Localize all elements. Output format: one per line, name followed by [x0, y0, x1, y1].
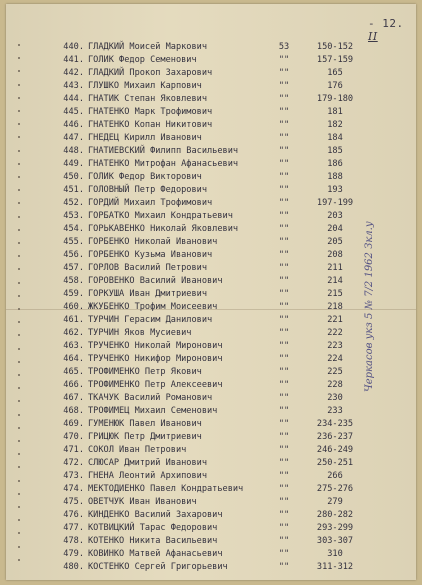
- ditto-mark: "": [278, 263, 290, 273]
- list-row: [6, 40, 416, 54]
- list-row: [6, 183, 416, 197]
- list-row: [6, 157, 416, 171]
- page-range: 150-152: [316, 42, 354, 52]
- list-row: [6, 508, 416, 522]
- row-number: 461.: [63, 315, 84, 325]
- row-number: 446.: [63, 120, 84, 130]
- person-name: ГНАТЕНКО Копан Никитович: [88, 120, 213, 130]
- page-range: 215: [327, 289, 343, 299]
- page-range: 293-299: [316, 523, 354, 533]
- page-range: 211: [327, 263, 343, 273]
- ditto-mark: "": [278, 328, 290, 338]
- list-row: [6, 456, 416, 470]
- person-name: ГОРЛОВ Василий Петрович: [88, 263, 207, 273]
- handwritten-margin-note: Черкасов укз 5 № 7/2 1962 Зкл.у: [364, 221, 375, 392]
- page-number-handwritten: II: [368, 30, 378, 43]
- ditto-mark: "": [278, 536, 290, 546]
- row-number: 459.: [63, 289, 84, 299]
- row-number: 440.: [63, 42, 84, 52]
- ditto-mark: "": [278, 523, 290, 533]
- row-number: 448.: [63, 146, 84, 156]
- person-name: ТРУЧЕНКО Никифор Миронович: [88, 354, 223, 364]
- list-row: [6, 378, 416, 392]
- list-row: [6, 352, 416, 366]
- list-row: [6, 534, 416, 548]
- list-row: [6, 131, 416, 145]
- page-range: 250-251: [316, 458, 354, 468]
- row-number: 474.: [63, 484, 84, 494]
- list-row: [6, 118, 416, 132]
- list-row: [6, 196, 416, 210]
- page-range: 165: [327, 68, 343, 78]
- person-name: ГЛАДКИЙ Прокоп Захарович: [88, 68, 213, 78]
- row-number: 456.: [63, 250, 84, 260]
- page-range: 224: [327, 354, 343, 364]
- list-row: [6, 144, 416, 158]
- ditto-mark: "": [278, 81, 290, 91]
- person-name: ТРОФИМЕЦ Михаил Семенович: [88, 406, 218, 416]
- row-number: 479.: [63, 549, 84, 559]
- person-name: КОВИНКО Матвей Афанасьевич: [88, 549, 223, 559]
- page-range: 311-312: [316, 562, 354, 572]
- list-row: [6, 560, 416, 574]
- person-name: ТУРЧИН Яков Мусиевич: [88, 328, 192, 338]
- row-number: 442.: [63, 68, 84, 78]
- ditto-mark: "": [278, 198, 290, 208]
- person-name: СОКОЛ Иван Петрович: [88, 445, 187, 455]
- ditto-mark: "": [278, 185, 290, 195]
- ditto-mark: "": [278, 458, 290, 468]
- ditto-mark: "": [278, 289, 290, 299]
- person-name: ГОРКУША Иван Дмитриевич: [88, 289, 207, 299]
- row-number: 452.: [63, 198, 84, 208]
- person-name: ГОРБЕНКО Николай Иванович: [88, 237, 218, 247]
- row-number: 463.: [63, 341, 84, 351]
- row-number: 468.: [63, 406, 84, 416]
- list-row: [6, 547, 416, 561]
- list-row: [6, 222, 416, 236]
- row-number: 470.: [63, 432, 84, 442]
- page-range: 179-180: [316, 94, 354, 104]
- person-name: ГОРОВЕНКО Василий Иванович: [88, 276, 223, 286]
- list-row: [6, 287, 416, 301]
- row-number: 465.: [63, 367, 84, 377]
- page-range: 310: [327, 549, 343, 559]
- list-row: [6, 92, 416, 106]
- person-name: ГЛУШКО Михаил Карпович: [88, 81, 202, 91]
- person-name: ГЛАДКИЙ Моисей Маркович: [88, 42, 207, 52]
- list-row: [6, 469, 416, 483]
- page-range: 234-235: [316, 419, 354, 429]
- page-range: 185: [327, 146, 343, 156]
- ditto-mark: "": [278, 380, 290, 390]
- row-number: 472.: [63, 458, 84, 468]
- person-name: ТКАЧУК Василий Романович: [88, 393, 213, 403]
- row-number: 476.: [63, 510, 84, 520]
- list-row: [6, 79, 416, 93]
- person-name: ТРОФИМЕНКО Петр Якович: [88, 367, 202, 377]
- ditto-mark: "": [278, 445, 290, 455]
- person-name: ГНАТЕНКО Митрофан Афанасьевич: [88, 159, 239, 169]
- person-name: ГОРЬКАВЕНКО Николай Яковлевич: [88, 224, 239, 234]
- person-name: ГОРБЕНКО Кузьма Иванович: [88, 250, 213, 260]
- person-name: ТРОФИМЕНКО Петр Алексеевич: [88, 380, 223, 390]
- page-range: 176: [327, 81, 343, 91]
- page-range: 186: [327, 159, 343, 169]
- list-row: [6, 235, 416, 249]
- person-name: КИНДЕНКО Василий Захарович: [88, 510, 223, 520]
- row-number: 466.: [63, 380, 84, 390]
- ditto-mark: "": [278, 419, 290, 429]
- ditto-mark: "": [278, 211, 290, 221]
- person-name: ГРИЦЮК Петр Дмитриевич: [88, 432, 202, 442]
- page-range: 221: [327, 315, 343, 325]
- row-number: 455.: [63, 237, 84, 247]
- list-row: [6, 209, 416, 223]
- list-row: [6, 66, 416, 80]
- page-range: 184: [327, 133, 343, 143]
- person-name: ГНАТЕНКО Марк Трофимович: [88, 107, 213, 117]
- person-name: СЛЮСАР Дмитрий Иванович: [88, 458, 207, 468]
- list-row: [6, 274, 416, 288]
- row-number: 450.: [63, 172, 84, 182]
- ditto-mark: "": [278, 94, 290, 104]
- page-range: 204: [327, 224, 343, 234]
- person-name: ТУРЧИН Герасим Данилович: [88, 315, 213, 325]
- page-range: 303-307: [316, 536, 354, 546]
- person-name: ОВЕТЧУК Иван Иванович: [88, 497, 197, 507]
- ditto-mark: "": [278, 471, 290, 481]
- list-row: [6, 300, 416, 314]
- page-range: 228: [327, 380, 343, 390]
- ditto-mark: "": [278, 133, 290, 143]
- list-row: [6, 313, 416, 327]
- page-range: 157-159: [316, 55, 354, 65]
- page-range: 230: [327, 393, 343, 403]
- person-name: ГОЛОВНЫЙ Петр Федорович: [88, 185, 207, 195]
- person-name: ГОЛИК Федор Семенович: [88, 55, 197, 65]
- row-number: 441.: [63, 55, 84, 65]
- row-number: 471.: [63, 445, 84, 455]
- page-range: 246-249: [316, 445, 354, 455]
- ditto-mark: "": [278, 354, 290, 364]
- ditto-mark: "": [278, 406, 290, 416]
- page-range: 236-237: [316, 432, 354, 442]
- row-number: 475.: [63, 497, 84, 507]
- row-number: 445.: [63, 107, 84, 117]
- ditto-mark: "": [278, 146, 290, 156]
- row-number: 473.: [63, 471, 84, 481]
- row-number: 480.: [63, 562, 84, 572]
- ditto-mark: "": [278, 367, 290, 377]
- ditto-mark: "": [278, 172, 290, 182]
- person-name: ЖКУБЕНКО Трофим Моисеевич: [88, 302, 218, 312]
- page-range: 233: [327, 406, 343, 416]
- list-row: [6, 105, 416, 119]
- row-number: 453.: [63, 211, 84, 221]
- list-row: [6, 53, 416, 67]
- person-name: ГУМЕНЮК Павел Иванович: [88, 419, 202, 429]
- row-number: 460.: [63, 302, 84, 312]
- ditto-mark: "": [278, 315, 290, 325]
- ditto-mark: "": [278, 237, 290, 247]
- page-range: 182: [327, 120, 343, 130]
- ditto-mark: "": [278, 250, 290, 260]
- page-range: 205: [327, 237, 343, 247]
- ditto-mark: 53: [278, 42, 290, 52]
- person-name: ГНАТИК Степан Яковлевич: [88, 94, 207, 104]
- row-number: 451.: [63, 185, 84, 195]
- ditto-mark: "": [278, 68, 290, 78]
- row-number: 444.: [63, 94, 84, 104]
- list-row: [6, 261, 416, 275]
- list-row: [6, 339, 416, 353]
- ditto-mark: "": [278, 510, 290, 520]
- list-row: [6, 170, 416, 184]
- list-row: [6, 521, 416, 535]
- page-range: 279: [327, 497, 343, 507]
- ditto-mark: "": [278, 120, 290, 130]
- page-range: 188: [327, 172, 343, 182]
- ditto-mark: "": [278, 562, 290, 572]
- ditto-mark: "": [278, 224, 290, 234]
- page-range: 214: [327, 276, 343, 286]
- row-number: 454.: [63, 224, 84, 234]
- person-name: КОТВИЦКИЙ Тарас Федорович: [88, 523, 218, 533]
- list-row: [6, 326, 416, 340]
- page-range: 193: [327, 185, 343, 195]
- page-range: 266: [327, 471, 343, 481]
- person-name: ГНЕДЕЦ Кирилл Иванович: [88, 133, 202, 143]
- row-number: 447.: [63, 133, 84, 143]
- row-number: 443.: [63, 81, 84, 91]
- person-name: ГОЛИК Федор Викторович: [88, 172, 202, 182]
- page-range: 208: [327, 250, 343, 260]
- ditto-mark: "": [278, 302, 290, 312]
- ditto-mark: "": [278, 432, 290, 442]
- list-row: [6, 365, 416, 379]
- list-row: [6, 404, 416, 418]
- person-name: КОСТЕНКО Сергей Григорьевич: [88, 562, 228, 572]
- list-row: [6, 430, 416, 444]
- ditto-mark: "": [278, 341, 290, 351]
- person-name: ГОРДИЙ Михаил Трофимович: [88, 198, 213, 208]
- archive-page: [6, 4, 416, 580]
- person-name: ТРУЧЕНКО Николай Миронович: [88, 341, 223, 351]
- row-number: 478.: [63, 536, 84, 546]
- ditto-mark: "": [278, 159, 290, 169]
- ditto-mark: "": [278, 55, 290, 65]
- ditto-mark: "": [278, 276, 290, 286]
- page-range: 222: [327, 328, 343, 338]
- person-name: ГНЕНА Леонтий Архипович: [88, 471, 207, 481]
- row-number: 467.: [63, 393, 84, 403]
- list-row: [6, 417, 416, 431]
- ditto-mark: "": [278, 497, 290, 507]
- person-name: ГОРБАТКО Михаил Кондратьевич: [88, 211, 233, 221]
- ditto-mark: "": [278, 107, 290, 117]
- page-range: 181: [327, 107, 343, 117]
- person-name: МЕКТОДИЕНКО Павел Кондратьевич: [88, 484, 244, 494]
- list-row: [6, 443, 416, 457]
- ditto-mark: "": [278, 393, 290, 403]
- row-number: 458.: [63, 276, 84, 286]
- page-range: 280-282: [316, 510, 354, 520]
- list-row: [6, 248, 416, 262]
- row-number: 449.: [63, 159, 84, 169]
- person-name: КОТЕНКО Никита Васильевич: [88, 536, 218, 546]
- page-range: 203: [327, 211, 343, 221]
- ditto-mark: "": [278, 484, 290, 494]
- page-range: 223: [327, 341, 343, 351]
- list-row: [6, 495, 416, 509]
- row-number: 464.: [63, 354, 84, 364]
- list-row: [6, 482, 416, 496]
- row-number: 462.: [63, 328, 84, 338]
- page-number-typed: - 12.: [368, 17, 404, 30]
- person-name: ГНАТИЕВСКИЙ Филипп Васильевич: [88, 146, 239, 156]
- page-range: 197-199: [316, 198, 354, 208]
- page-range: 275-276: [316, 484, 354, 494]
- page-range: 225: [327, 367, 343, 377]
- row-number: 469.: [63, 419, 84, 429]
- page-range: 218: [327, 302, 343, 312]
- list-row: [6, 391, 416, 405]
- ditto-mark: "": [278, 549, 290, 559]
- row-number: 457.: [63, 263, 84, 273]
- row-number: 477.: [63, 523, 84, 533]
